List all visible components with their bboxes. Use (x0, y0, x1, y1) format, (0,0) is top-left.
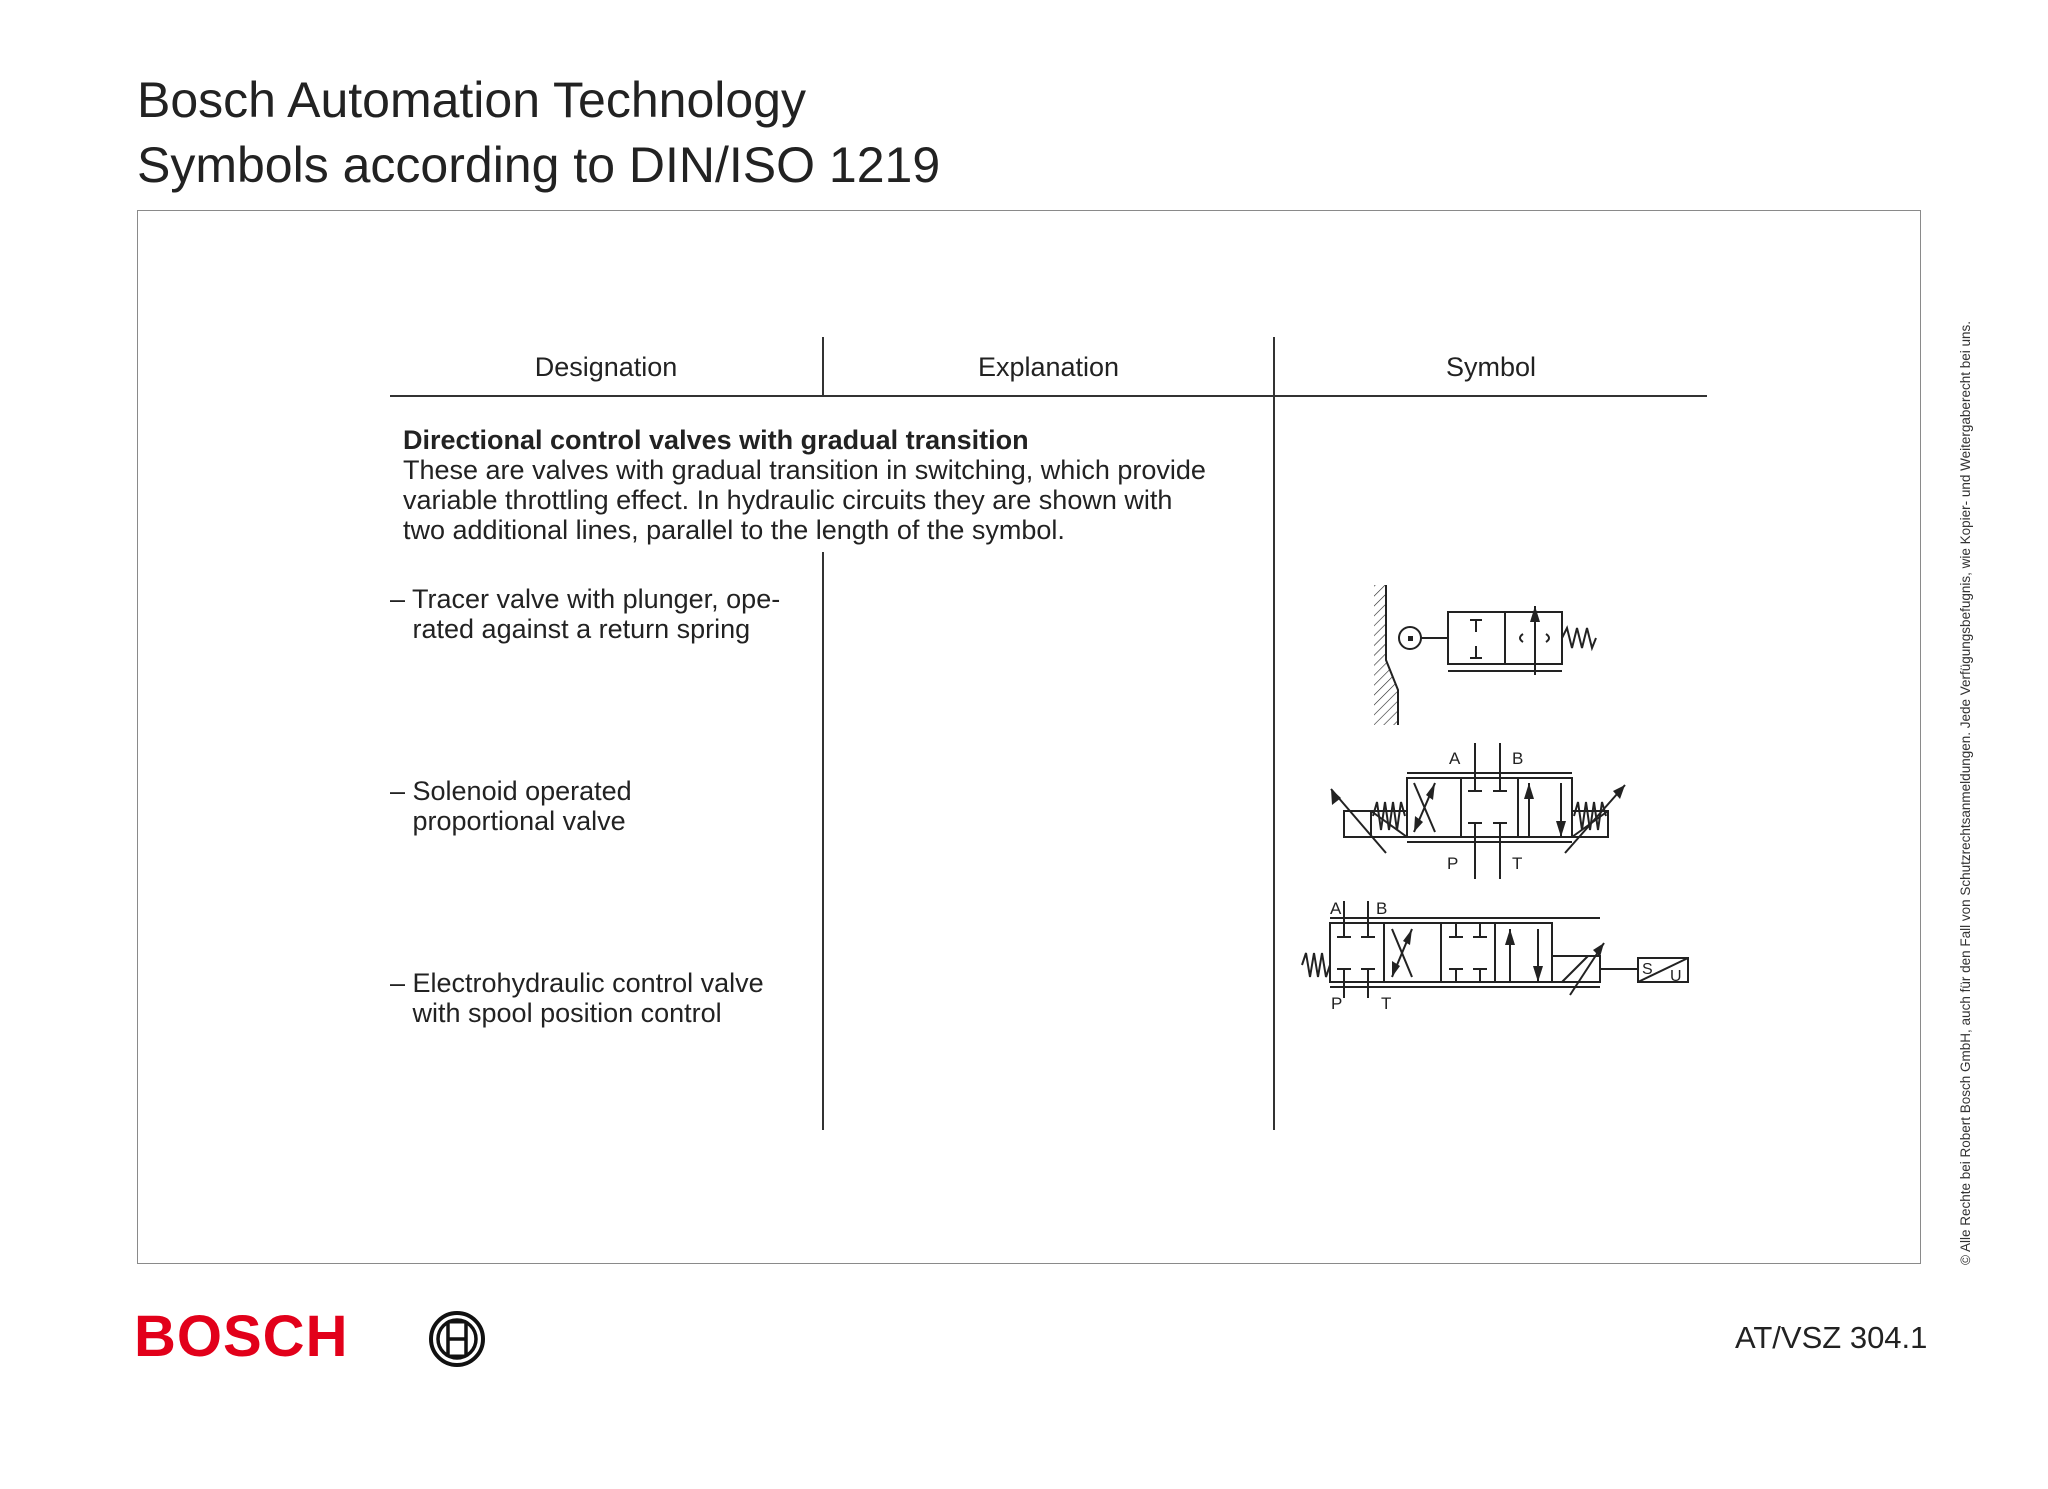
spool-position-control-valve-symbol-icon (1300, 893, 1695, 1013)
item-electrohydraulic-valve: – Electrohydraulic control valve with spool position control (390, 968, 764, 1028)
svg-text:P: P (1331, 994, 1343, 1013)
proportional-valve-symbol-icon (1325, 738, 1640, 888)
svg-text:B: B (1512, 749, 1524, 768)
section-title: Directional control valves with gradual transition (403, 425, 1029, 455)
bosch-armature-logo-icon (428, 1310, 486, 1368)
item-proportional-valve: – Solenoid operated proportional valve (390, 776, 632, 836)
svg-text:P: P (1447, 854, 1459, 873)
svg-text:T: T (1512, 854, 1523, 873)
svg-text:B: B (1376, 899, 1388, 918)
column-divider-2 (1273, 337, 1275, 1130)
page-title-line2: Symbols according to DIN/ISO 1219 (137, 137, 941, 193)
svg-text:U: U (1670, 968, 1682, 985)
column-header-designation: Designation (534, 352, 678, 382)
svg-text:A: A (1330, 899, 1342, 918)
column-header-symbol: Symbol (1445, 352, 1537, 382)
column-divider-1-lower (822, 552, 824, 1130)
bosch-wordmark: BOSCH (134, 1304, 349, 1369)
copyright-note: © Alle Rechte bei Robert Bosch GmbH, auch für den Fall von Schutzrechtsanmeldungen. Jede Verfügungsbefugnis, wie Kopier- und Weitergaberecht bei uns. (1958, 321, 1973, 1265)
page-title-line1: Bosch Automation Technology (137, 72, 806, 128)
svg-text:S: S (1642, 961, 1653, 978)
column-header-explanation: Explanation (977, 352, 1120, 382)
svg-text:T: T (1381, 994, 1392, 1013)
item-tracer-valve: – Tracer valve with plunger, ope- rated against a return spring (390, 584, 781, 644)
tracer-valve-symbol-icon (1360, 580, 1620, 730)
svg-text:A: A (1449, 749, 1461, 768)
section-description: These are valves with gradual transition in switching, which provide variable throttling effect. In hydraulic circuits they are shown with two additional lines, parallel to the length of the symbol. (403, 455, 1206, 545)
table-header-rule (390, 395, 1707, 397)
document-reference: AT/VSZ 304.1 (1735, 1320, 1928, 1355)
